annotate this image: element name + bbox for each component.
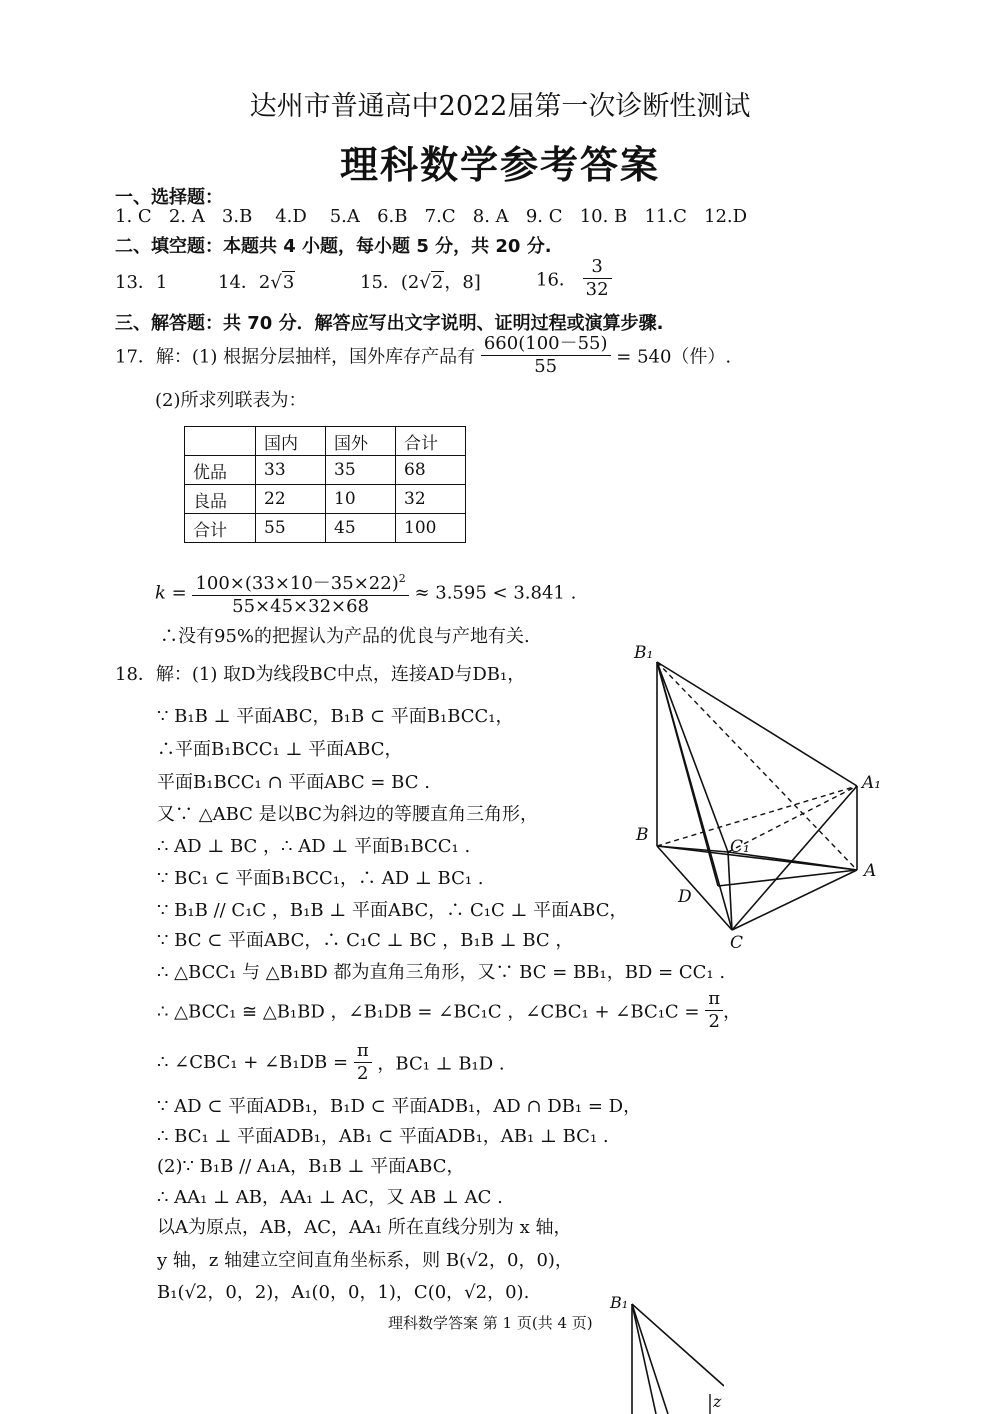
- answer: 1. C: [115, 206, 152, 227]
- proof-line: ∵ BC ⊂ 平面ABC，∴ C₁C ⊥ BC ，B₁B ⊥ BC ，: [157, 930, 574, 951]
- fraction: $\frac{3}{32}$: [583, 256, 612, 301]
- q17-conclusion: ∴没有95%的把握认为产品的优良与产地有关.: [160, 626, 530, 647]
- proof-line: 平面B₁BCC₁ ∩ 平面ABC = BC .: [157, 772, 430, 793]
- q18-lead: 18．解：(1) 取D为线段BC中点，连接AD与DB₁，: [115, 664, 526, 685]
- proof-line: ∴ △BCC₁ 与 △B₁BD 都为直角三角形，又∵ BC = BB₁，BD = CC₁ .: [157, 962, 726, 983]
- hidden-edge: [657, 786, 857, 846]
- label-z: z: [713, 1392, 722, 1411]
- table-cell: 22: [256, 485, 326, 514]
- contingency-table: [184, 426, 466, 543]
- fraction: $\frac{\pi}{2}$: [705, 988, 723, 1033]
- answer: 12.D: [704, 206, 748, 227]
- table-cell: 国外: [326, 427, 396, 456]
- k-formula: k = $\frac{100\times(33\times 10-35\times 22)^2}{55\times 45\times 32\times 68}$ ≈ 3.595 < 3.841 .: [155, 568, 576, 618]
- label-a1: A₁: [862, 773, 882, 793]
- proof-line: 以A为原点，AB，AC，AA₁ 所在直线分别为 x 轴，: [157, 1217, 572, 1238]
- answer: 3.B: [221, 206, 253, 227]
- proof-line: ∴ AA₁ ⊥ AB，AA₁ ⊥ AC，又 AB ⊥ AC .: [157, 1187, 503, 1208]
- answer: 6.B: [377, 206, 408, 227]
- answer: 5.A: [329, 206, 360, 227]
- proof-line: 又∵ △ABC 是以BC为斜边的等腰直角三角形，: [157, 804, 538, 825]
- fraction: $\frac{100\times(33\times 10-35\times 22)^2}{55\times 45\times 32\times 68}$: [192, 568, 408, 618]
- answer: 11.C: [644, 206, 687, 227]
- edge: [718, 870, 857, 886]
- exam-title: 达州市普通高中2022届第一次诊断性测试: [249, 91, 751, 122]
- answer: 9. C: [525, 206, 563, 227]
- edge: [657, 846, 728, 852]
- prism-figure: [624, 636, 894, 956]
- answer: 10. B: [579, 206, 628, 227]
- proof-line: ∴ △BCC₁ ≅ △B₁BD ，∠B₁DB = ∠BC₁C ，∠CBC₁ + ∠BC₁C = $\frac{\pi}{2}$ ，: [157, 988, 742, 1032]
- fill-q13: 13．1: [115, 272, 168, 293]
- label-c1: C₁: [730, 837, 750, 857]
- label-d: D: [678, 887, 692, 907]
- table-cell: 合计: [185, 514, 256, 543]
- proof-line: y 轴，z 轴建立空间直角坐标系，则 B(√2，0，0)，: [157, 1250, 573, 1271]
- hidden-edge: [657, 662, 857, 870]
- edge: [632, 1304, 656, 1414]
- table-cell: 良品: [185, 485, 256, 514]
- proof-line: ∴ ∠CBC₁ + ∠B₁DB = $\frac{\pi}{2}$ ，BC₁ ⊥ B₁D .: [157, 1040, 505, 1084]
- table-cell: 32: [396, 485, 466, 514]
- table-cell: [185, 427, 256, 456]
- proof-line: B₁(√2，0，2)，A₁(0，0，1)，C(0，√2，0).: [157, 1282, 530, 1303]
- proof-line: (2)∵ B₁B // A₁A，B₁B ⊥ 平面ABC，: [157, 1156, 465, 1177]
- table-cell: 55: [256, 514, 326, 543]
- prism-figure-2: [604, 1290, 724, 1414]
- edge: [732, 870, 857, 930]
- q17-part1: 17．解：(1) 根据分层抽样，国外库存产品有 $\frac{660(100-55)}{55}$ = 540（件）.: [115, 333, 732, 377]
- table-row: [185, 485, 466, 514]
- proof-line: ∴ AD ⊥ BC ，∴ AD ⊥ 平面B₁BCC₁ .: [157, 836, 471, 857]
- answer: 7.C: [424, 206, 456, 227]
- proof-line: ∵ BC₁ ⊂ 平面B₁BCC₁，∴ AD ⊥ BC₁ .: [157, 868, 484, 889]
- table-cell: 优品: [185, 456, 256, 485]
- table-cell: 合计: [396, 427, 466, 456]
- fraction: $\frac{660(100-55)}{55}$: [481, 333, 611, 378]
- proof-line: ∵ AD ⊂ 平面ADB₁，B₁D ⊂ 平面ADB₁，AD ∩ DB₁ = D，: [157, 1096, 642, 1117]
- answer: 2. A: [168, 206, 205, 227]
- section-solution-heading: 三、解答题：共 70 分．解答应写出文字说明、证明过程或演算步骤.: [115, 313, 664, 334]
- section-fill-heading: 二、填空题：本题共 4 小题，每小题 5 分，共 20 分.: [115, 236, 552, 257]
- label-b1: B₁: [610, 1293, 629, 1312]
- fill-q16: 16． $\frac{3}{32}$: [536, 256, 612, 301]
- table-cell: 10: [326, 485, 396, 514]
- table-cell: 35: [326, 456, 396, 485]
- label-b: B: [636, 825, 649, 845]
- proof-line: ∵ B₁B ⊥ 平面ABC，B₁B ⊂ 平面B₁BCC₁，: [157, 706, 514, 727]
- label-b1: B₁: [634, 643, 654, 663]
- table-cell: 100: [396, 514, 466, 543]
- doc-title: 理科数学参考答案: [339, 142, 660, 187]
- proof-line: ∵ B₁B // C₁C ，B₁B ⊥ 平面ABC，∴ C₁C ⊥ 平面ABC，: [157, 900, 628, 921]
- table-cell: 68: [396, 456, 466, 485]
- proof-line: ∴ BC₁ ⊥ 平面ADB₁，AB₁ ⊂ 平面ADB₁，AB₁ ⊥ BC₁ .: [157, 1126, 609, 1147]
- table-row: [185, 427, 466, 456]
- label-c: C: [730, 933, 744, 953]
- table-cell: 国内: [256, 427, 326, 456]
- proof-line: ∴平面B₁BCC₁ ⊥ 平面ABC，: [157, 739, 403, 760]
- q17-part2: (2)所求列联表为：: [155, 390, 307, 411]
- page-footer: 理科数学答案 第 1 页(共 4 页): [388, 1314, 593, 1332]
- section-choice-heading: 一、选择题：: [115, 187, 223, 208]
- table-row: [185, 456, 466, 485]
- fill-q14: 14．2√3: [218, 272, 295, 293]
- answer: 4.D: [275, 206, 307, 227]
- table-cell: 45: [326, 514, 396, 543]
- choice-answers: [115, 206, 747, 227]
- table-cell: 33: [256, 456, 326, 485]
- label-a: A: [864, 861, 877, 881]
- answer: 8. A: [472, 206, 509, 227]
- edge: [657, 662, 728, 852]
- table-row: [185, 514, 466, 543]
- fraction: $\frac{\pi}{2}$: [354, 1040, 372, 1085]
- fill-q15: 15．(2√2，8]: [360, 272, 481, 293]
